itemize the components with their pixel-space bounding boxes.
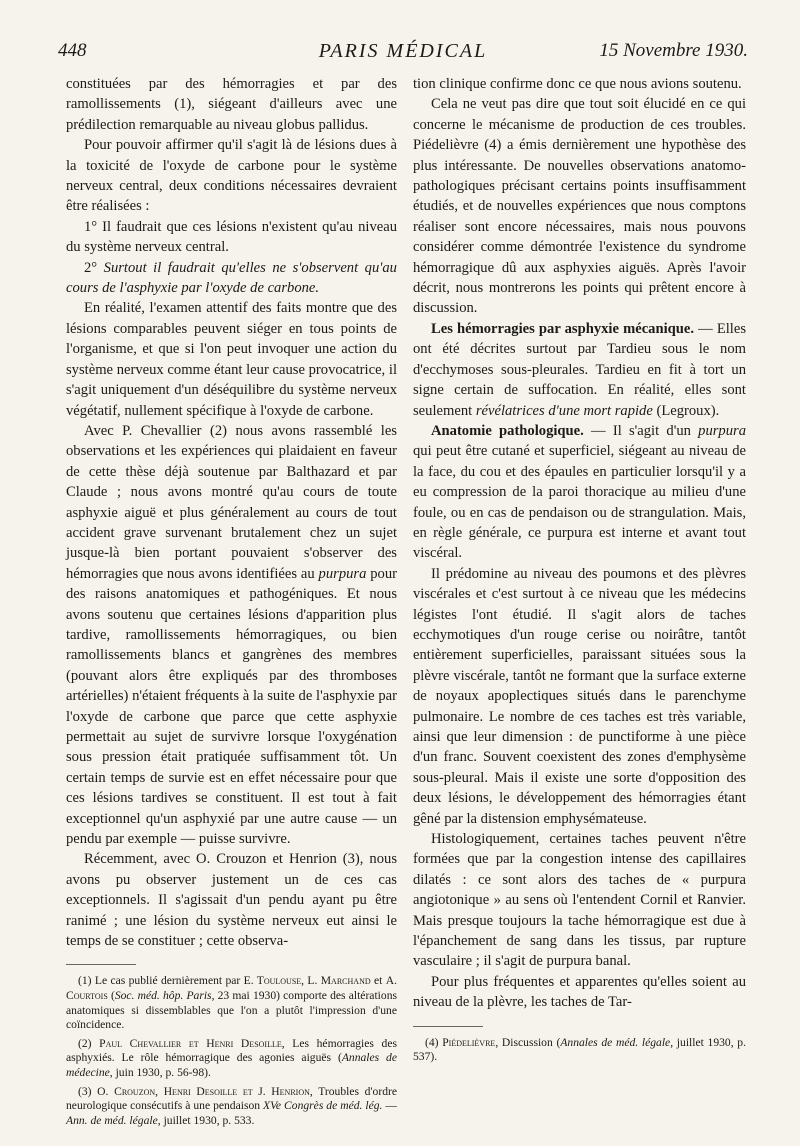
footnote-2-part-b: , Les hémorragies des asphyxiés. Le rôle hémorragique des agonies aiguës ( (66, 1036, 398, 1065)
footnote-2-part-a: (2) (78, 1036, 100, 1050)
page-number: 448 (58, 40, 87, 61)
footnote-3-part-b: , Troubles d'ordre neurologique consécutifs à une pendaison (66, 1084, 398, 1113)
chevallier-text-b: pour des raisons anatomiques et pathogéniques. Et nous avons soutenu que certaines lésions d'apparition plus tardive, ramollissements hémorragiques, ou bien ramollissements blancs et gangrènes des membres (pouvant alors être expliqués par des thromboses artérielles) n'étaient fréquents à la suite de l'asphyxie par l'oxyde de carbone que parce que cette asphyxie permettait au sujet de survivre lorsque l'oxygénation sous pression était pratiquée suffisamment tôt. Un certain temps de survie est en effet nécessaire pour que ces lésions tardives se constituent. Il est tout à fait exceptionnel qu'un asphyxié par une autre cause — un pendu par exemple — puisse survivre. (66, 565, 398, 848)
footnote-4-journal: Annales de méd. légale (560, 1035, 671, 1049)
footnote-divider-right (413, 1026, 483, 1027)
paragraph-histologie: Histologiquement, certaines taches peuvent n'être formées que par la congestion intense des capillaires dilatés : ce sont alors des taches de « purpura angiotonique » au sens où l'entendent Cornil et Ranvier. Mais presque toujours la tache hémorragique est due à l'épanchement de sang dans les tissus, par rupture vasculaire ; il s'agit de purpura banal. (413, 831, 746, 970)
footnote-1-authors-a: E. Toulouse, L. Marchand (243, 974, 371, 988)
paragraph-elucide: Cela ne veut pas dire que tout soit élucidé en ce qui concerne le mécanisme de production de ces troubles. Piédelièvre (4) a émis dernièrement une hypothèse des plus intéressante. De nouvelles observations anatomo-pathologiques précisant certains points insuffisamment étudiés, et de nouvelles expériences que nous comptons réaliser sont encore nécessaires, mais nous pouvons considérer comme démontrée l'existence du syndrome hémorragique dû aux asphyxies aiguës. Après l'avoir décrit, nous montrerons les points qui prêtent encore à discussion. (413, 96, 746, 317)
condition-2-text: Surtout il faudrait qu'elles ne s'observent qu'au cours de l'asphyxie par l'oxyde de carbone. (66, 259, 397, 297)
paragraph-clinique: tion clinique confirme donc ce que nous avions soutenu. (413, 76, 742, 92)
footnote-3-part-a: (3) (78, 1084, 98, 1098)
footnote-3 (66, 1085, 397, 1129)
footnote-1-part-a: (1) Le cas publié dernièrement par (78, 974, 244, 988)
right-column (413, 74, 746, 1069)
paragraph-anatomie (413, 421, 746, 564)
paragraph-condition-1: 1° Il faudrait que ces lésions n'existent qu'au niveau du système nerveux central. (66, 218, 397, 256)
issue-date: 15 Novembre 1930. (599, 40, 748, 61)
section-heading-asphyxie-mecanique: Les hémorragies par asphyxie mécanique. (431, 320, 695, 337)
paragraph-recemment: Récemment, avec O. Crouzon et Henrion (3), nous avons pu observer justement un de ces cas exceptionnels. Il s'agissait d'un pendu ayant pu être ranimé ; une lésion du système nerveux eut ainsi le temps de se constituer ; cette observa- (66, 851, 397, 950)
footnote-4-part-c: , juillet 1930, p. 537). (413, 1035, 746, 1064)
journal-title: PARIS MÉDICAL (318, 40, 488, 62)
footnotes-left (66, 974, 397, 1128)
chevallier-text-a: Avec P. Chevallier (2) nous avons rassemblé les observations et les expériences qui plaidaient en faveur de cette thèse déjà soutenue par Balthazard et par Claude ; nous avons montré qu'au cours de toute asphyxie aiguë et plus généralement au cours de tout accident grave survenant brutalement chez un sujet jusque-là bien portant pouvaient s'observer des hémorragies que nous avons identifiées au (66, 422, 397, 582)
footnote-2 (66, 1037, 397, 1081)
paragraph-plevre: Pour plus fréquentes et apparentes qu'elles soient au niveau de la plèvre, les taches de Tar- (413, 973, 746, 1011)
paragraph-en-realite: En réalité, l'examen attentif des faits montre que des lésions comparables peuvent siéger en tous points de l'organisme, et que si l'on peut invoquer une action du système nerveux comme étant leur cause provocatrice, il s'agit uniquement d'un déséquilibre du système nerveux végétatif, nullement spécifique à l'oxyde de carbone. (66, 300, 397, 419)
footnote-3-authors: O. Crouzon, Henri Desoille et J. Henrion (97, 1084, 310, 1098)
left-column (66, 74, 397, 1132)
asphyxie-italic: révélatrices d'une mort rapide (475, 402, 653, 419)
footnote-1-part-b: et (370, 974, 386, 988)
anatomie-italic-purpura: purpura (698, 422, 746, 439)
footnote-4-part-b: , Discussion ( (495, 1035, 561, 1049)
footnote-2-authors: Paul Chevallier et Henri Desoille (99, 1036, 282, 1050)
asphyxie-text-b: (Legroux). (652, 402, 720, 419)
footnote-4 (413, 1036, 746, 1065)
asphyxie-text-a: — Elles ont été décrites surtout par Tardieu sous le nom d'ecchymoses sous-pleurales. Tardieu en fit à tort un signe certain de suffocation. En réalité, elles sont seulement (413, 320, 746, 419)
footnote-1-journal: Soc. méd. hôp. Paris (114, 989, 212, 1003)
footnote-2-journal: Annales de médecine (66, 1051, 397, 1080)
paragraph-poumons: Il prédomine au niveau des poumons et des plèvres viscérales et c'est surtout à ce niveau que les médecins légistes l'ont étudié. Il s'agit alors de taches ecchymotiques d'un rouge cerise ou noirâtre, tantôt entièrement superficielles, paraissant situées sous la plèvre viscérale, tantôt ne formant que la surface externe de noyaux apoplectiques situés dans le parenchyme pulmonaire. Le nombre de ces taches est très variable, ainsi que leur dimension : de punctiforme à une pièce d'un franc. Souvent coexistent des zones d'emphysème sous-pleural. Mais il existe une sorte d'opposition des deux lésions, le développement des hémorragies étant gêné par la distension emphysémateuse. (413, 565, 746, 827)
running-header (58, 40, 748, 74)
footnote-3-part-d: , juillet 1930, p. 533. (157, 1113, 255, 1127)
anatomie-text-a: — Il s'agit d'un (583, 422, 699, 439)
section-heading-anatomie: Anatomie pathologique. (431, 422, 584, 439)
footnote-3-journal: Ann. de méd. légale (66, 1113, 158, 1127)
condition-2-number: 2° (84, 259, 104, 276)
paragraph-chevallier (66, 421, 397, 850)
anatomie-text-b: qui peut être cutané et superficiel, siégeant au niveau de la face, du cou et des épaules en particulier lorsqu'il y a eu compression de la paroi thoracique au milieu d'une foule, ou en cas de pendaison ou de strangulation. Mais, en règle générale, ce purpura est interne et avant tout viscéral. (413, 443, 746, 562)
footnote-1-part-c: ( (107, 989, 115, 1003)
footnote-2-part-c: , juin 1930, p. 56-98). (109, 1066, 211, 1080)
chevallier-italic-purpura: purpura (318, 565, 367, 582)
paragraph-continued: constituées par des hémorragies et par des ramollissements (1), siégeant d'ailleurs avec une prédilection remarquable au niveau globus pallidus. (66, 76, 397, 133)
footnote-1-authors-b: A. Courtois (66, 974, 397, 1003)
footnotes-right (413, 1036, 746, 1065)
footnote-4-author: Piédelièvre (442, 1035, 496, 1049)
footnote-4-part-a: (4) (425, 1035, 443, 1049)
paragraph-asphyxie-mecanique (413, 319, 746, 421)
paragraph-conditions-intro: Pour pouvoir affirmer qu'il s'agit là de lésions dues à la toxicité de l'oxyde de carbone pour le système nerveux central, deux conditions nécessaires devraient être réalisées : (66, 137, 397, 215)
paragraph-condition-2 (66, 258, 397, 299)
footnote-3-part-c: — (382, 1099, 397, 1113)
footnote-1 (66, 974, 397, 1032)
footnote-3-congress: XVe Congrès de méd. lég. (263, 1099, 383, 1113)
footnote-1-part-d: , 23 mai 1930) comporte des altérations anatomiques si dissemblables que l'on a plutôt l'impression d'une coïncidence. (66, 989, 398, 1032)
footnote-divider (66, 964, 136, 965)
